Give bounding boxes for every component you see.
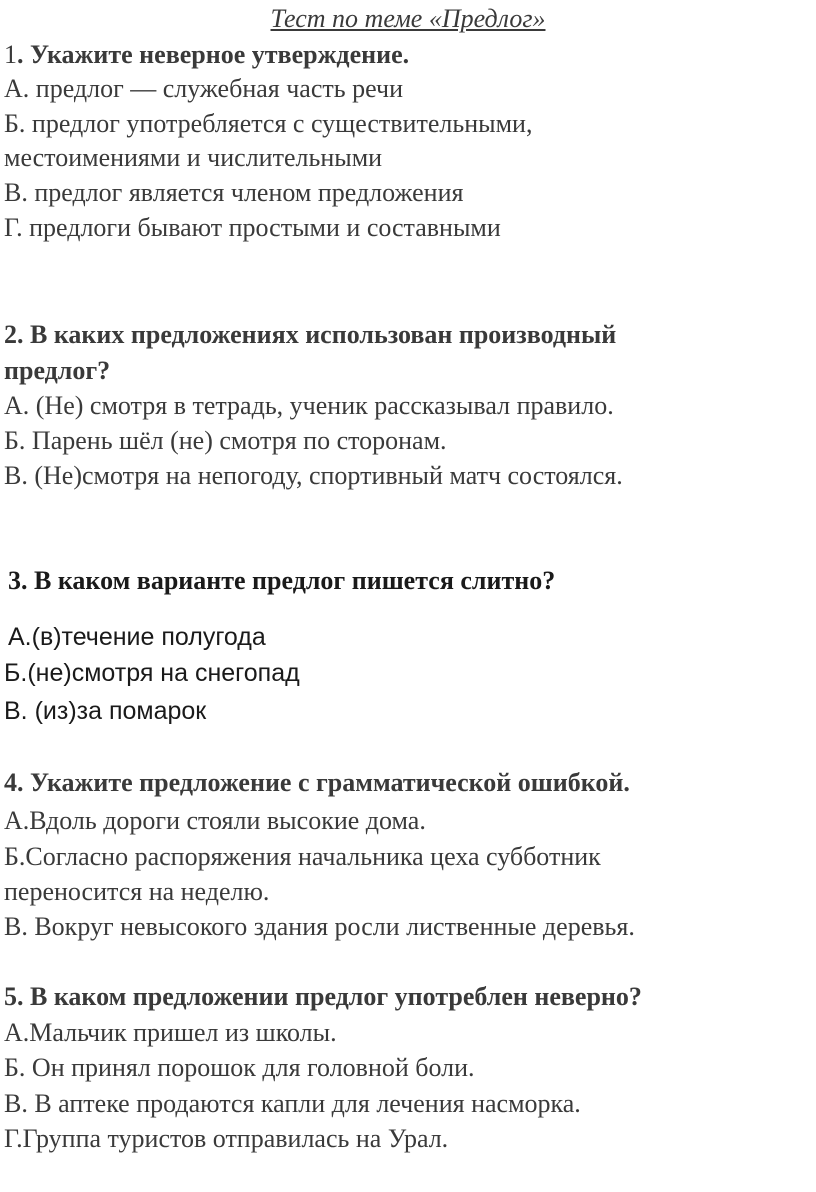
- question-2-option-b: Б. Парень шёл (не) смотря по сторонам.: [4, 426, 447, 455]
- question-1-number: 1: [4, 40, 17, 69]
- question-1-option-d: Г. предлоги бывают простыми и составными: [4, 213, 501, 242]
- question-3-option-b: Б.(не)смотря на снегопад: [4, 659, 300, 687]
- question-4-option-b: Б.Согласно распоряжения начальника цеха субботник: [4, 842, 601, 871]
- question-1-heading: [4, 38, 409, 72]
- question-1-text: . Укажите неверное утверждение.: [17, 40, 410, 69]
- question-5-option-b: Б. Он принял порошок для головной боли.: [4, 1053, 475, 1082]
- question-2-heading-continued: предлог?: [4, 356, 111, 385]
- question-4-option-c: В. Вокруг невысокого здания росли лиственные деревья.: [4, 912, 635, 941]
- question-5-option-c: В. В аптеке продаются капли для лечения насморка.: [4, 1089, 581, 1118]
- question-4-heading: 4. Укажите предложение с грамматической ошибкой.: [4, 768, 630, 797]
- question-3-heading: 3. В каком варианте предлог пишется слитно?: [8, 566, 556, 595]
- document-title: Тест по теме «Предлог»: [270, 4, 546, 33]
- question-1-option-b-continued: местоимениями и числительными: [4, 143, 383, 172]
- question-4-option-a: А.Вдоль дороги стояли высокие дома.: [4, 806, 426, 835]
- question-1-option-a: А. предлог — служебная часть речи: [4, 74, 403, 103]
- question-1-option-b: Б. предлог употребляется с существительными,: [4, 109, 533, 138]
- question-2-option-c: В. (Не)смотря на непогоду, спортивный матч состоялся.: [4, 461, 623, 490]
- question-2-heading: 2. В каких предложениях использован производный: [4, 320, 617, 349]
- question-2-option-a: А. (Не) смотря в тетрадь, ученик рассказывал правило.: [4, 391, 614, 420]
- question-3-option-c: В. (из)за помарок: [4, 697, 207, 725]
- question-5-heading: 5. В каком предложении предлог употреблен неверно?: [4, 982, 642, 1011]
- question-5-option-d: Г.Группа туристов отправилась на Урал.: [4, 1124, 449, 1153]
- question-1-option-c: В. предлог является членом предложения: [4, 178, 464, 207]
- question-4-option-b-continued: переносится на неделю.: [4, 877, 270, 906]
- question-3-option-a: А.(в)течение полугода: [8, 623, 266, 651]
- question-5-option-a: А.Мальчик пришел из школы.: [4, 1018, 337, 1047]
